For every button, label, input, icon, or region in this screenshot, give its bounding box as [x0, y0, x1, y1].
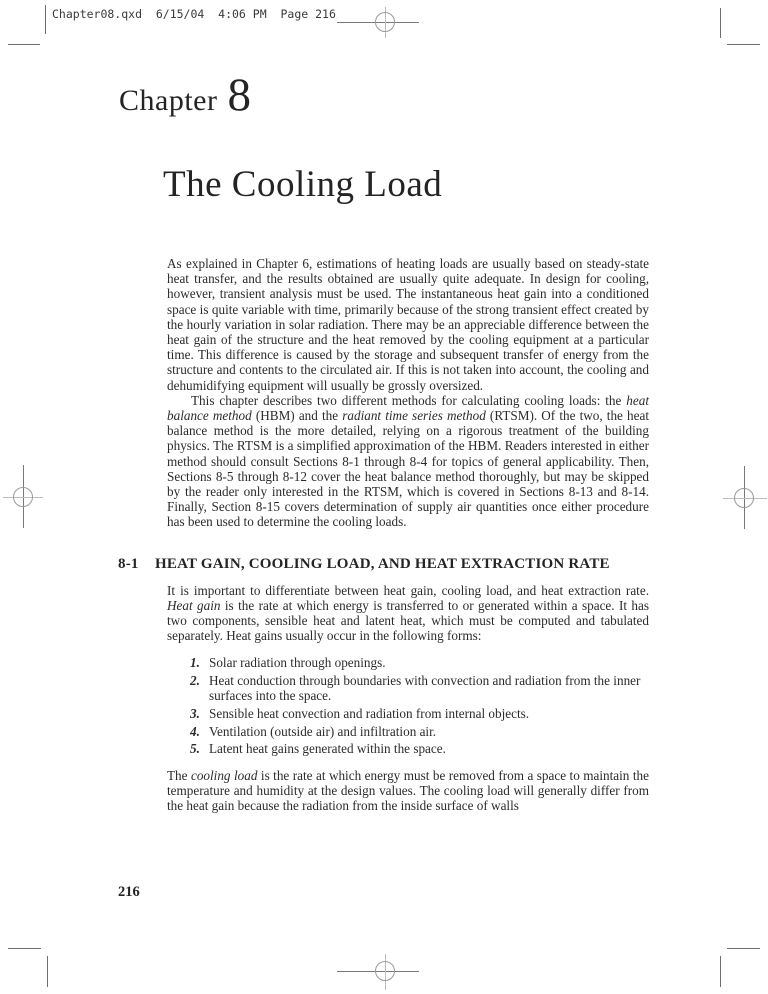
trim-mark-icon [720, 8, 721, 38]
list-item-number: 2. [190, 673, 200, 689]
list-item-text: Latent heat gains generated within the space. [209, 741, 446, 757]
trim-mark-icon [720, 956, 721, 987]
list-item [190, 706, 649, 721]
trim-mark-icon [727, 44, 760, 45]
list-item-text: Sensible heat convection and radiation from internal objects. [209, 706, 530, 722]
list-item-number: 4. [190, 723, 200, 739]
list-item [190, 655, 649, 670]
section-number: 8-1 [118, 555, 139, 572]
list-item-number: 5. [190, 741, 200, 757]
slug-line: Chapter08.qxd 6/15/04 4:06 PM Page 216 [52, 7, 336, 21]
trim-mark-icon [45, 5, 46, 34]
trim-mark-icon [47, 956, 48, 987]
chapter-title: The Cooling Load [163, 164, 443, 205]
chapter-label: Chapter [119, 84, 218, 117]
section-heading [118, 556, 768, 573]
chapter-heading [119, 69, 251, 121]
trim-mark-icon [8, 44, 40, 45]
section-title: HEAT GAIN, COOLING LOAD, AND HEAT EXTRACTION RATE [155, 555, 610, 572]
section-lead-paragraph: It is important to differentiate between heat gain, cooling load, and heat extraction rate. Heat gain is the rate at which energy is transferred to or generated within a space. It has two components, sensible heat and latent heat, which must be computed and tabulated separately. Heat gains usually occur in the following forms: [167, 582, 649, 644]
list-item-text: Ventilation (outside air) and infiltration air. [209, 723, 437, 739]
trim-mark-icon [8, 948, 41, 949]
page-number: 216 [118, 884, 140, 900]
list-item-number: 1. [190, 655, 200, 671]
list-item [190, 741, 649, 756]
list-item [190, 724, 649, 739]
list-item [190, 673, 649, 703]
section-closing-paragraph: The cooling load is the rate at which energy must be removed from a space to maintain the temperature and humidity at the design values. The cooling load will generally differ from the heat gain because the radiation from the inside surface of walls [167, 767, 649, 814]
chapter-number: 8 [227, 69, 251, 121]
intro-paragraph-1: As explained in Chapter 6, estimations of heating loads are usually based on steady-state heat transfer, and the results obtained are usually quite adequate. In design for cooling, however, transient analysis must be used. The instantaneous heat gain into a conditioned space is quite variable with time, primarily because of the strong transient effect created by the hourly variation in solar radiation. There may be an appreciable difference between the heat gain of the structure and the heat removed by the cooling equipment at a particular time. This difference is caused by the storage and subsequent transfer of energy from the structure and contents to the circulated air. If this is not taken into account, the cooling and dehumidifying equipment will usually be grossly oversized. [167, 256, 649, 393]
list-item-number: 3. [190, 706, 200, 722]
list-item-text: Heat conduction through boundaries with convection and radiation from the inner surfaces into the space. [209, 673, 641, 704]
intro-paragraph-2: This chapter describes two different methods for calculating cooling loads: the heat balance method (HBM) and the radiant time series method (RTSM). Of the two, the heat balance method is the more detailed, relying on a rigorous treatment of the building physics. The RTSM is a simplified approximation of the HBM. Readers interested in either method should consult Sections 8-1 through 8-4 for topics of general applicability. Then, Sections 8-5 through 8-12 cover the heat balance method thoroughly, but may be skipped by the reader only interested in the RTSM, which is covered in Sections 8-13 and 8-14. Finally, Section 8-15 covers determination of supply air quantities once either procedure has been used to determine the cooling loads. [167, 392, 649, 530]
heat-gain-list [190, 655, 649, 756]
trim-mark-icon [727, 948, 760, 949]
list-item-text: Solar radiation through openings. [209, 655, 386, 671]
page-body [0, 256, 768, 813]
